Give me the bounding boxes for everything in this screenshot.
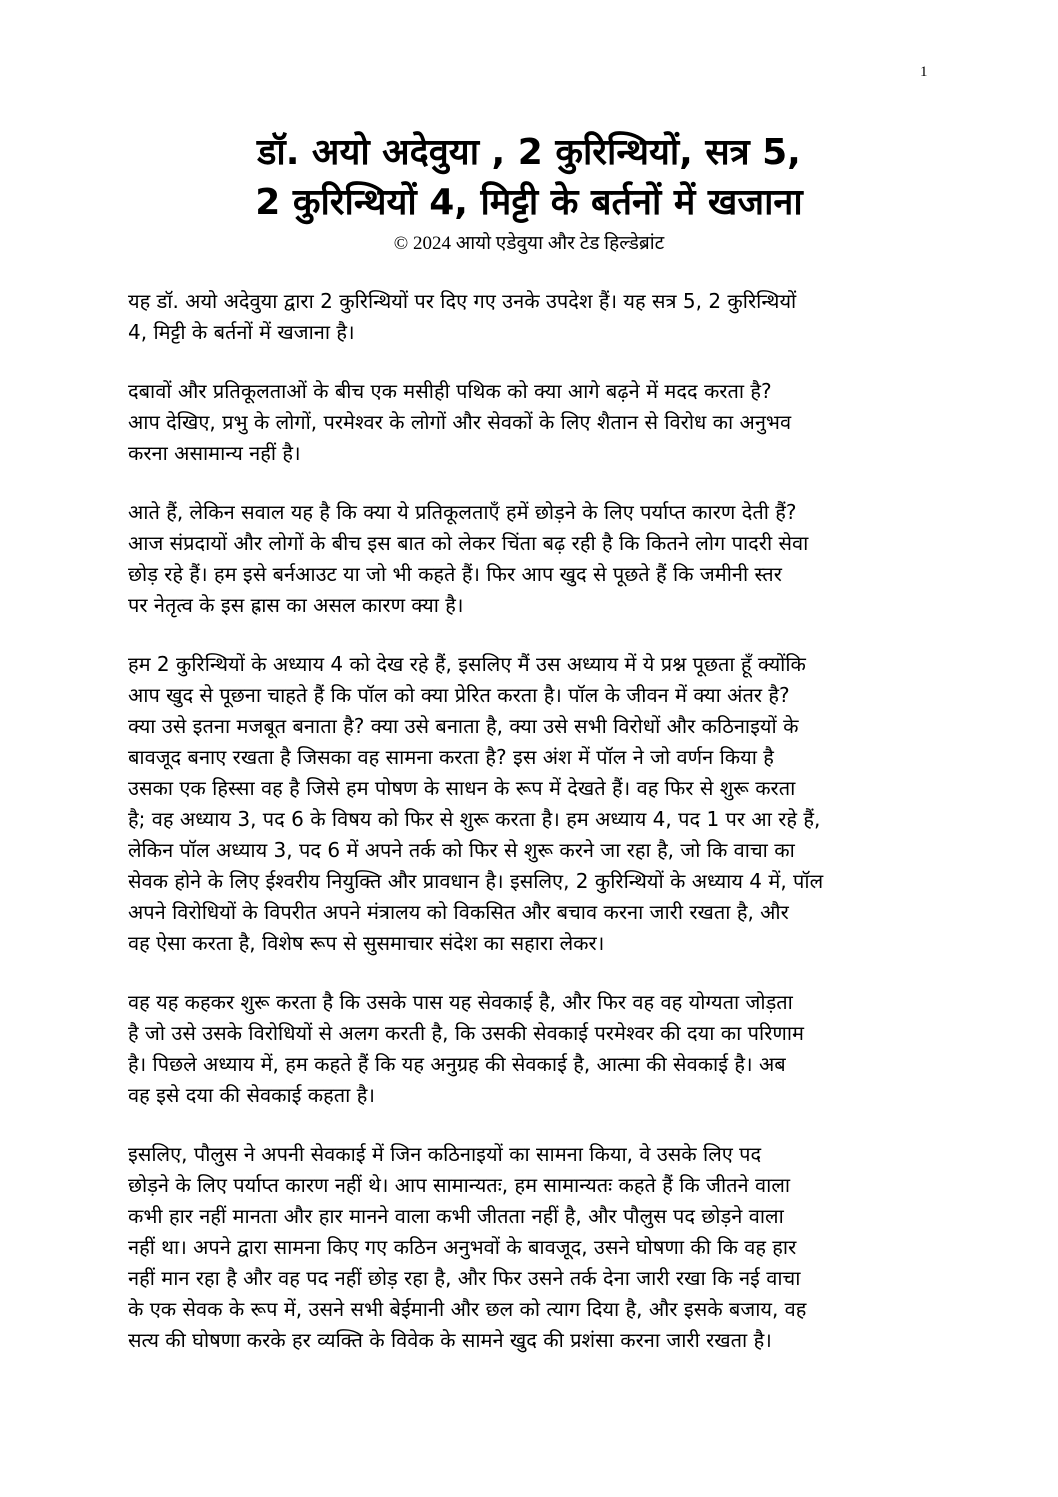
paragraph	[128, 286, 928, 348]
paragraph	[128, 497, 928, 621]
paragraph	[128, 987, 928, 1111]
text-line: वह इसे दया की सेवकाई कहता है।	[128, 1083, 375, 1107]
text-line: सेवक होने के लिए ईश्वरीय नियुक्ति और प्रावधान है। इसलिए, 2 कुरिन्थियों के अध्याय 4 में, पॉल	[128, 869, 824, 893]
text-line: वह यह कहकर शुरू करता है कि उसके पास यह सेवकाई है, और फिर वह वह योग्यता जोड़ता	[128, 990, 793, 1014]
document-title	[0, 128, 1058, 228]
paragraph	[128, 1139, 928, 1356]
text-line: क्या उसे इतना मजबूत बनाता है? क्या उसे बनाता है, क्या उसे सभी विरोधों और कठिनाइयों के	[128, 714, 799, 738]
text-line: इसलिए, पौलुस ने अपनी सेवकाई में जिन कठिनाइयों का सामना किया, वे उसके लिए पद	[128, 1142, 762, 1166]
title-line: डॉ. अयो अदेवुया , 2 कुरिन्थियों, सत्र 5,	[257, 132, 801, 173]
text-line: 4, मिट्टी के बर्तनों में खजाना है।	[128, 320, 355, 344]
text-line: छोड़ रहे हैं। हम इसे बर्नआउट या जो भी कहते हैं। फिर आप खुद से पूछते हैं कि जमीनी स्तर	[128, 562, 782, 586]
title-line: 2 कुरिन्थियों 4, मिट्टी के बर्तनों में खजाना	[255, 182, 803, 223]
paragraph	[128, 376, 928, 469]
text-line: नहीं मान रहा है और वह पद नहीं छोड़ रहा है, और फिर उसने तर्क देना जारी रखा कि नई वाचा	[128, 1266, 801, 1290]
text-line: यह डॉ. अयो अदेवुया द्वारा 2 कुरिन्थियों पर दिए गए उनके उपदेश हैं। यह सत्र 5, 2 कुरिन्थियों	[128, 289, 797, 313]
text-line: है जो उसे उसके विरोधियों से अलग करती है, कि उसकी सेवकाई परमेश्वर की दया का परिणाम	[128, 1021, 804, 1045]
text-line: आज संप्रदायों और लोगों के बीच इस बात को लेकर चिंता बढ़ रही है कि कितने लोग पादरी सेवा	[128, 531, 809, 555]
text-line: पर नेतृत्व के इस ह्रास का असल कारण क्या है।	[128, 593, 464, 617]
copyright-line: © 2024 आयो एडेवुया और टेड हिल्डेब्रांट	[393, 233, 665, 254]
text-line: कभी हार नहीं मानता और हार मानने वाला कभी जीतता नहीं है, और पौलुस पद छोड़ने वाला	[128, 1204, 784, 1228]
text-line: दबावों और प्रतिकूलताओं के बीच एक मसीही पथिक को क्या आगे बढ़ने में मदद करता है?	[128, 379, 772, 403]
text-line: आप देखिए, प्रभु के लोगों, परमेश्वर के लोगों और सेवकों के लिए शैतान से विरोध का अनुभव	[128, 410, 792, 434]
text-line: है; वह अध्याय 3, पद 6 के विषय को फिर से शुरू करता है। हम अध्याय 4, पद 1 पर आ रहे हैं,	[128, 807, 821, 831]
paragraph	[128, 649, 928, 959]
text-line: आते हैं, लेकिन सवाल यह है कि क्या ये प्रतिकूलताएँ हमें छोड़ने के लिए पर्याप्त कारण देती हैं?	[128, 500, 797, 524]
text-line: नहीं था। अपने द्वारा सामना किए गए कठिन अनुभवों के बावजूद, उसने घोषणा की कि वह हार	[128, 1235, 797, 1259]
page-number: 1	[920, 64, 928, 80]
text-line: वह ऐसा करता है, विशेष रूप से सुसमाचार संदेश का सहारा लेकर।	[128, 931, 605, 955]
text-line: आप खुद से पूछना चाहते हैं कि पॉल को क्या प्रेरित करता है। पॉल के जीवन में क्या अंतर है?	[128, 683, 790, 707]
text-line: हम 2 कुरिन्थियों के अध्याय 4 को देख रहे हैं, इसलिए मैं उस अध्याय में ये प्रश्न पूछता हूँ क्योंकि	[128, 652, 806, 676]
document-body	[128, 286, 928, 1384]
text-line: अपने विरोधियों के विपरीत अपने मंत्रालय को विकसित और बचाव करना जारी रखता है, और	[128, 900, 789, 924]
text-line: है। पिछले अध्याय में, हम कहते हैं कि यह अनुग्रह की सेवकाई है, आत्मा की सेवकाई है। अब	[128, 1052, 786, 1076]
text-line: के एक सेवक के रूप में, उसने सभी बेईमानी और छल को त्याग दिया है, और इसके बजाय, वह	[128, 1297, 807, 1321]
text-line: करना असामान्य नहीं है।	[128, 441, 301, 465]
text-line: लेकिन पॉल अध्याय 3, पद 6 में अपने तर्क को फिर से शुरू करने जा रहा है, जो कि वाचा का	[128, 838, 795, 862]
text-line: छोड़ने के लिए पर्याप्त कारण नहीं थे। आप सामान्यतः, हम सामान्यतः कहते हैं कि जीतने वाला	[128, 1173, 791, 1197]
text-line: उसका एक हिस्सा वह है जिसे हम पोषण के साधन के रूप में देखते हैं। वह फिर से शुरू करता	[128, 776, 796, 800]
text-line: सत्य की घोषणा करके हर व्यक्ति के विवेक के सामने खुद की प्रशंसा करना जारी रखता है।	[128, 1328, 772, 1352]
text-line: बावजूद बनाए रखता है जिसका वह सामना करता है? इस अंश में पॉल ने जो वर्णन किया है	[128, 745, 774, 769]
